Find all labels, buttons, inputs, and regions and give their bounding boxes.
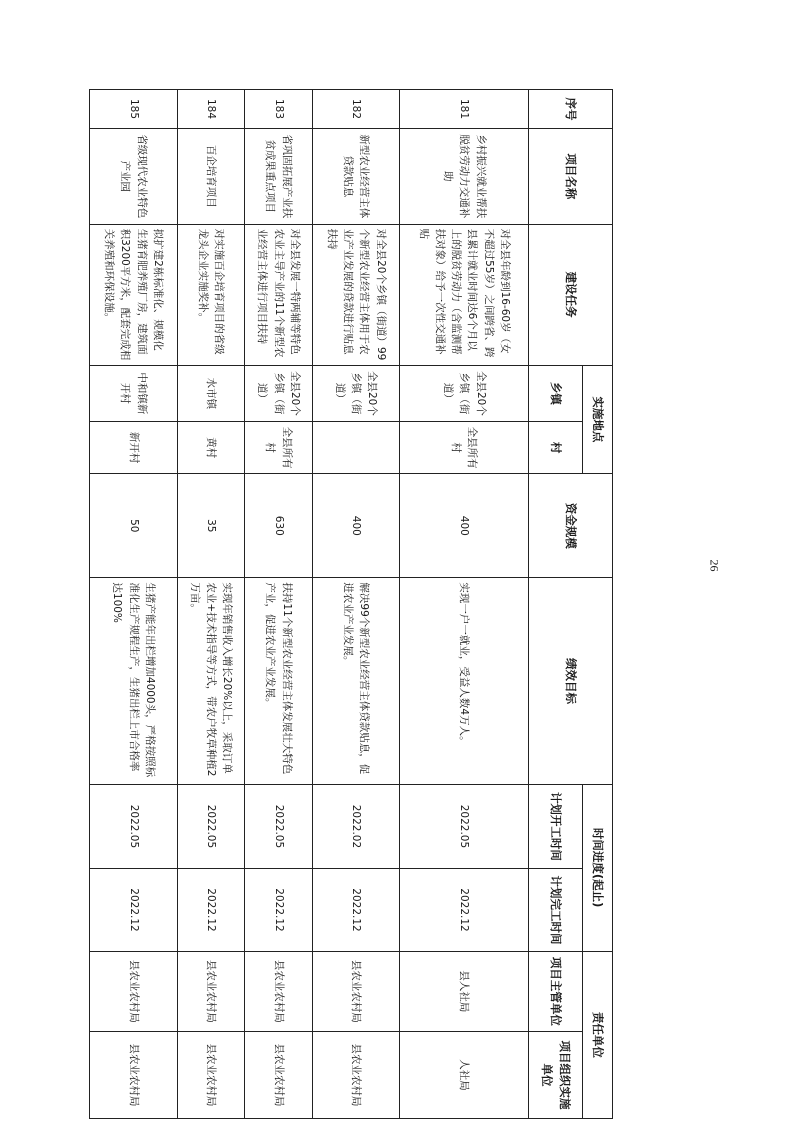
cell-target: 生猪产能年出栏增加4000头，严格按照标准化生产规程生产，生猪出栏上市合格率达100% [90, 578, 178, 784]
cell-village: 新开村 [90, 422, 178, 474]
header-implementer: 项目组织实施单位 [529, 1032, 583, 1119]
cell-township: 全县20个乡镇（街道） [245, 365, 312, 421]
table-row [400, 90, 529, 1119]
header-target: 绩效目标 [529, 578, 613, 784]
cell-end: 2022.12 [245, 869, 312, 952]
cell-start: 2022.05 [400, 784, 529, 869]
cell-end: 2022.12 [400, 869, 529, 952]
cell-township: 全县20个乡镇（街道） [312, 365, 400, 421]
cell-village [312, 422, 400, 474]
header-location: 实施地点 [583, 365, 613, 474]
cell-township: 水市镇 [177, 365, 244, 421]
header-schedule: 时间进度(起止) [583, 784, 613, 951]
page-number: 26 [707, 559, 722, 572]
cell-implementer: 县农业农村局 [245, 1032, 312, 1119]
header-project-name: 项目名称 [529, 129, 613, 225]
cell-end: 2022.12 [177, 869, 244, 952]
table-row [177, 90, 244, 1119]
cell-authority: 县农业农村局 [245, 951, 312, 1031]
cell-village: 黄村 [177, 422, 244, 474]
table-row [90, 90, 178, 1119]
cell-seq: 183 [245, 90, 312, 129]
cell-authority: 县农业农村局 [177, 951, 244, 1031]
table-row [245, 90, 312, 1119]
cell-village: 全县所有村 [245, 422, 312, 474]
table-rotator [89, 89, 613, 1119]
cell-seq: 182 [312, 90, 400, 129]
cell-end: 2022.12 [90, 869, 178, 952]
header-authority: 项目主管单位 [529, 951, 583, 1031]
cell-start: 2022.05 [177, 784, 244, 869]
cell-task: 对实施百企培育项目的省级龙头企业实施奖补。 [177, 224, 244, 365]
cell-target: 解决99个新型农业经营主体贷款贴息，促进农业产业发展。 [312, 578, 400, 784]
cell-fund: 400 [400, 474, 529, 578]
cell-name: 乡村振兴就业帮扶脱贫劳动力交通补助 [400, 129, 529, 225]
cell-fund: 400 [312, 474, 400, 578]
cell-name: 省巩固拓展产业扶贫成果重点项目 [245, 129, 312, 225]
cell-start: 2022.05 [90, 784, 178, 869]
cell-name: 省级现代农业特色产业园 [90, 129, 178, 225]
cell-authority: 县农业农村局 [90, 951, 178, 1031]
cell-task: 对全县20个乡镇（街道）99个新型农业经营主体用于农业产业发展的贷款进行贴息扶持 [312, 224, 400, 365]
cell-township: 中和镇新开村 [90, 365, 178, 421]
cell-township: 全县20个乡镇（街道） [400, 365, 529, 421]
cell-task: 拟扩建2栋标准化、规模化生猪育肥养殖厂房，建筑面积3200平方米，配套完成相关养殖和环保设施。 [90, 224, 178, 365]
cell-fund: 50 [90, 474, 178, 578]
header-end: 计划完工时间 [529, 869, 583, 952]
cell-target: 实现年销售收入增长20%以上，采取订单农业+技术指导等方式，带农户牧草种植2万亩。 [177, 578, 244, 784]
cell-task: 对全县年龄到16-60岁（女不超过55岁）之间跨省、跨县累计就业时间达6个月以上的脱贫劳动力（含监测帮扶对象）给予一次性交通补贴 [400, 224, 529, 365]
cell-seq: 184 [177, 90, 244, 129]
cell-seq: 181 [400, 90, 529, 129]
cell-implementer: 县农业农村局 [177, 1032, 244, 1119]
cell-implementer: 县农业农村局 [90, 1032, 178, 1119]
header-township: 乡镇 [529, 365, 583, 421]
header-start: 计划开工时间 [529, 784, 583, 869]
cell-task: 对全县发展一特两辅等特色农业主导产业的11个新型农业经营主体进行项目扶持 [245, 224, 312, 365]
cell-target: 扶持11个新型农业经营主体发展壮大特色产业，促进农业产业发展。 [245, 578, 312, 784]
header-village: 村 [529, 422, 583, 474]
cell-village: 全县所有村 [400, 422, 529, 474]
cell-name: 新型农业经营主体贷款贴息 [312, 129, 400, 225]
header-task: 建设任务 [529, 224, 613, 365]
cell-fund: 630 [245, 474, 312, 578]
table-row [312, 90, 400, 1119]
header-seq: 序号 [529, 90, 613, 129]
cell-target: 实现一户一就业，受益人数4万人。 [400, 578, 529, 784]
cell-authority: 县人社局 [400, 951, 529, 1031]
cell-implementer: 人社局 [400, 1032, 529, 1119]
project-table [89, 89, 613, 1119]
header-fund: 资金规模 [529, 474, 613, 578]
cell-start: 2022.05 [245, 784, 312, 869]
cell-name: 百企培育项目 [177, 129, 244, 225]
rotated-table-area [89, 89, 613, 1119]
cell-fund: 35 [177, 474, 244, 578]
cell-authority: 县农业农村局 [312, 951, 400, 1031]
cell-end: 2022.12 [312, 869, 400, 952]
cell-implementer: 县农业农村局 [312, 1032, 400, 1119]
header-responsible: 责任单位 [583, 951, 613, 1118]
cell-start: 2022.02 [312, 784, 400, 869]
cell-seq: 185 [90, 90, 178, 129]
